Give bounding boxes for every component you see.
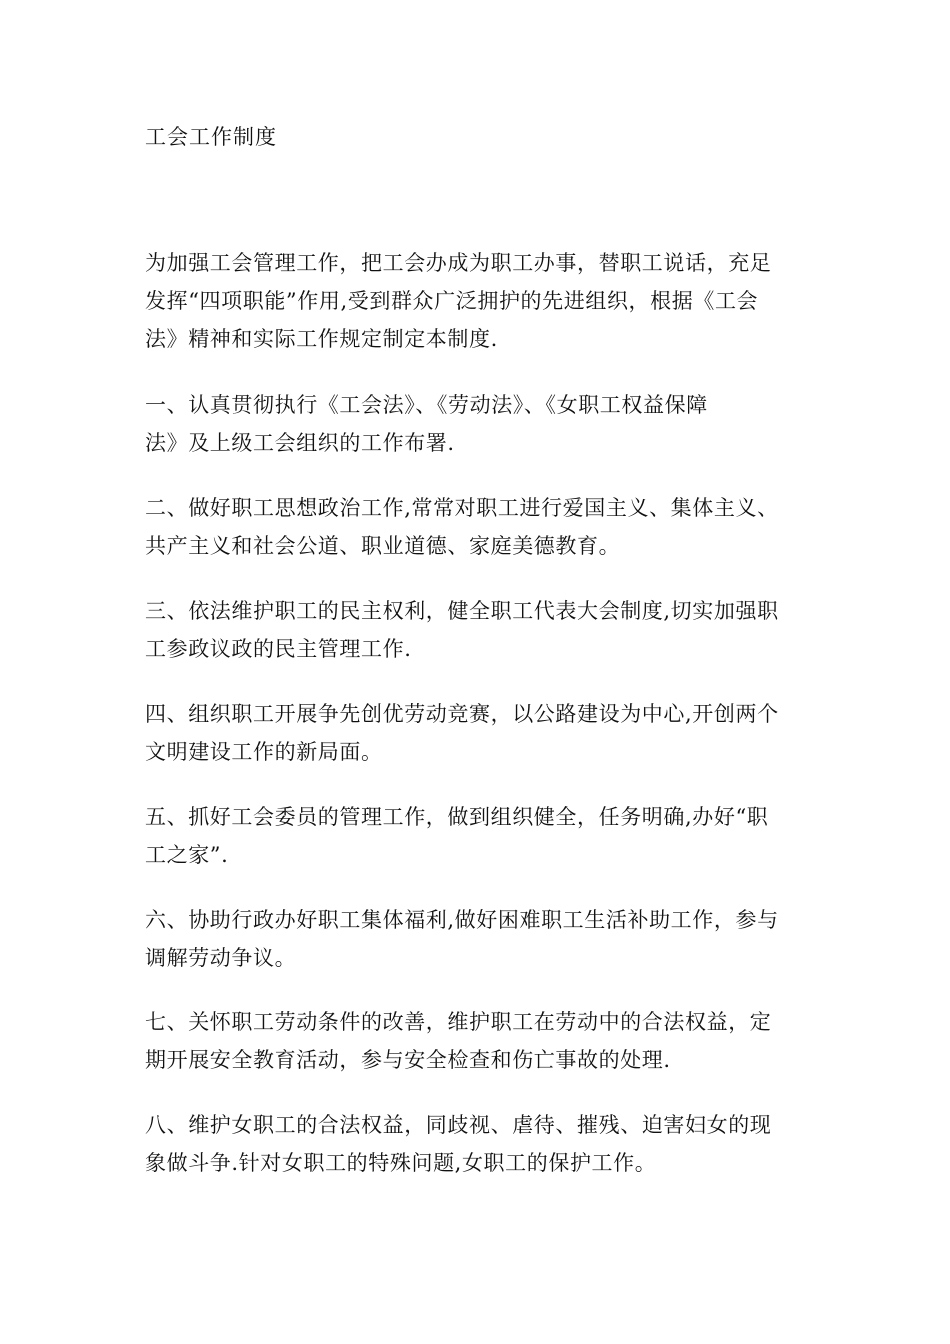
rule-paragraph-3 xyxy=(145,592,810,668)
paragraph-line: 七、关怀职工劳动条件的改善，维护职工在劳动中的合法权益，定 xyxy=(145,1010,772,1034)
paragraph-line: 工之家”. xyxy=(145,843,229,867)
paragraph-line: 法》精神和实际工作规定制定本制度. xyxy=(145,327,498,351)
rule-paragraph-2 xyxy=(145,489,810,565)
paragraph-line: 为加强工会管理工作，把工会办成为职工办事，替职工说话，充足 xyxy=(145,251,772,275)
rule-paragraph-7 xyxy=(145,1003,810,1079)
paragraph-line: 四、组织职工开展争先创优劳动竞赛，以公路建设为中心,开创两个 xyxy=(145,702,779,726)
rule-paragraph-4 xyxy=(145,695,810,771)
rule-paragraph-8 xyxy=(145,1106,810,1182)
paragraph-line: 八、维护女职工的合法权益，同歧视、虐待、摧残、迫害妇女的现 xyxy=(145,1113,772,1137)
paragraph-line: 三、依法维护职工的民主权利，健全职工代表大会制度,切实加强职 xyxy=(145,599,779,623)
document-title: 工会工作制度 xyxy=(145,125,277,149)
rule-paragraph-1 xyxy=(145,386,810,462)
paragraph-line: 一、认真贯彻执行《工会法》、《劳动法》、《女职工权益保障 xyxy=(145,393,708,417)
intro-paragraph xyxy=(145,244,810,358)
paragraph-line: 工参政议政的民主管理工作. xyxy=(145,637,412,661)
paragraph-line: 调解劳动争议。 xyxy=(145,946,297,970)
paragraph-line: 文明建设工作的新局面。 xyxy=(145,740,383,764)
paragraph-line: 期开展安全教育活动，参与安全检查和伤亡事故的处理. xyxy=(145,1048,671,1072)
rule-paragraph-6 xyxy=(145,901,810,977)
paragraph-line: 法》及上级工会组织的工作布署. xyxy=(145,431,455,455)
paragraph-line: 五、抓好工会委员的管理工作，做到组织健全，任务明确,办好“职 xyxy=(145,805,769,829)
paragraph-line: 发挥“四项职能”作用,受到群众广泛拥护的先进组织，根据《工会 xyxy=(145,289,759,313)
rule-paragraph-5 xyxy=(145,798,810,874)
paragraph-line: 六、协助行政办好职工集体福利,做好困难职工生活补助工作，参与 xyxy=(145,908,779,932)
paragraph-line: 象做斗争.针对女职工的特殊问题,女职工的保护工作。 xyxy=(145,1151,657,1175)
paragraph-line: 二、做好职工思想政治工作,常常对职工进行爱国主义、集体主义、 xyxy=(145,496,779,520)
paragraph-line: 共产主义和社会公道、职业道德、家庭美德教育。 xyxy=(145,534,621,558)
